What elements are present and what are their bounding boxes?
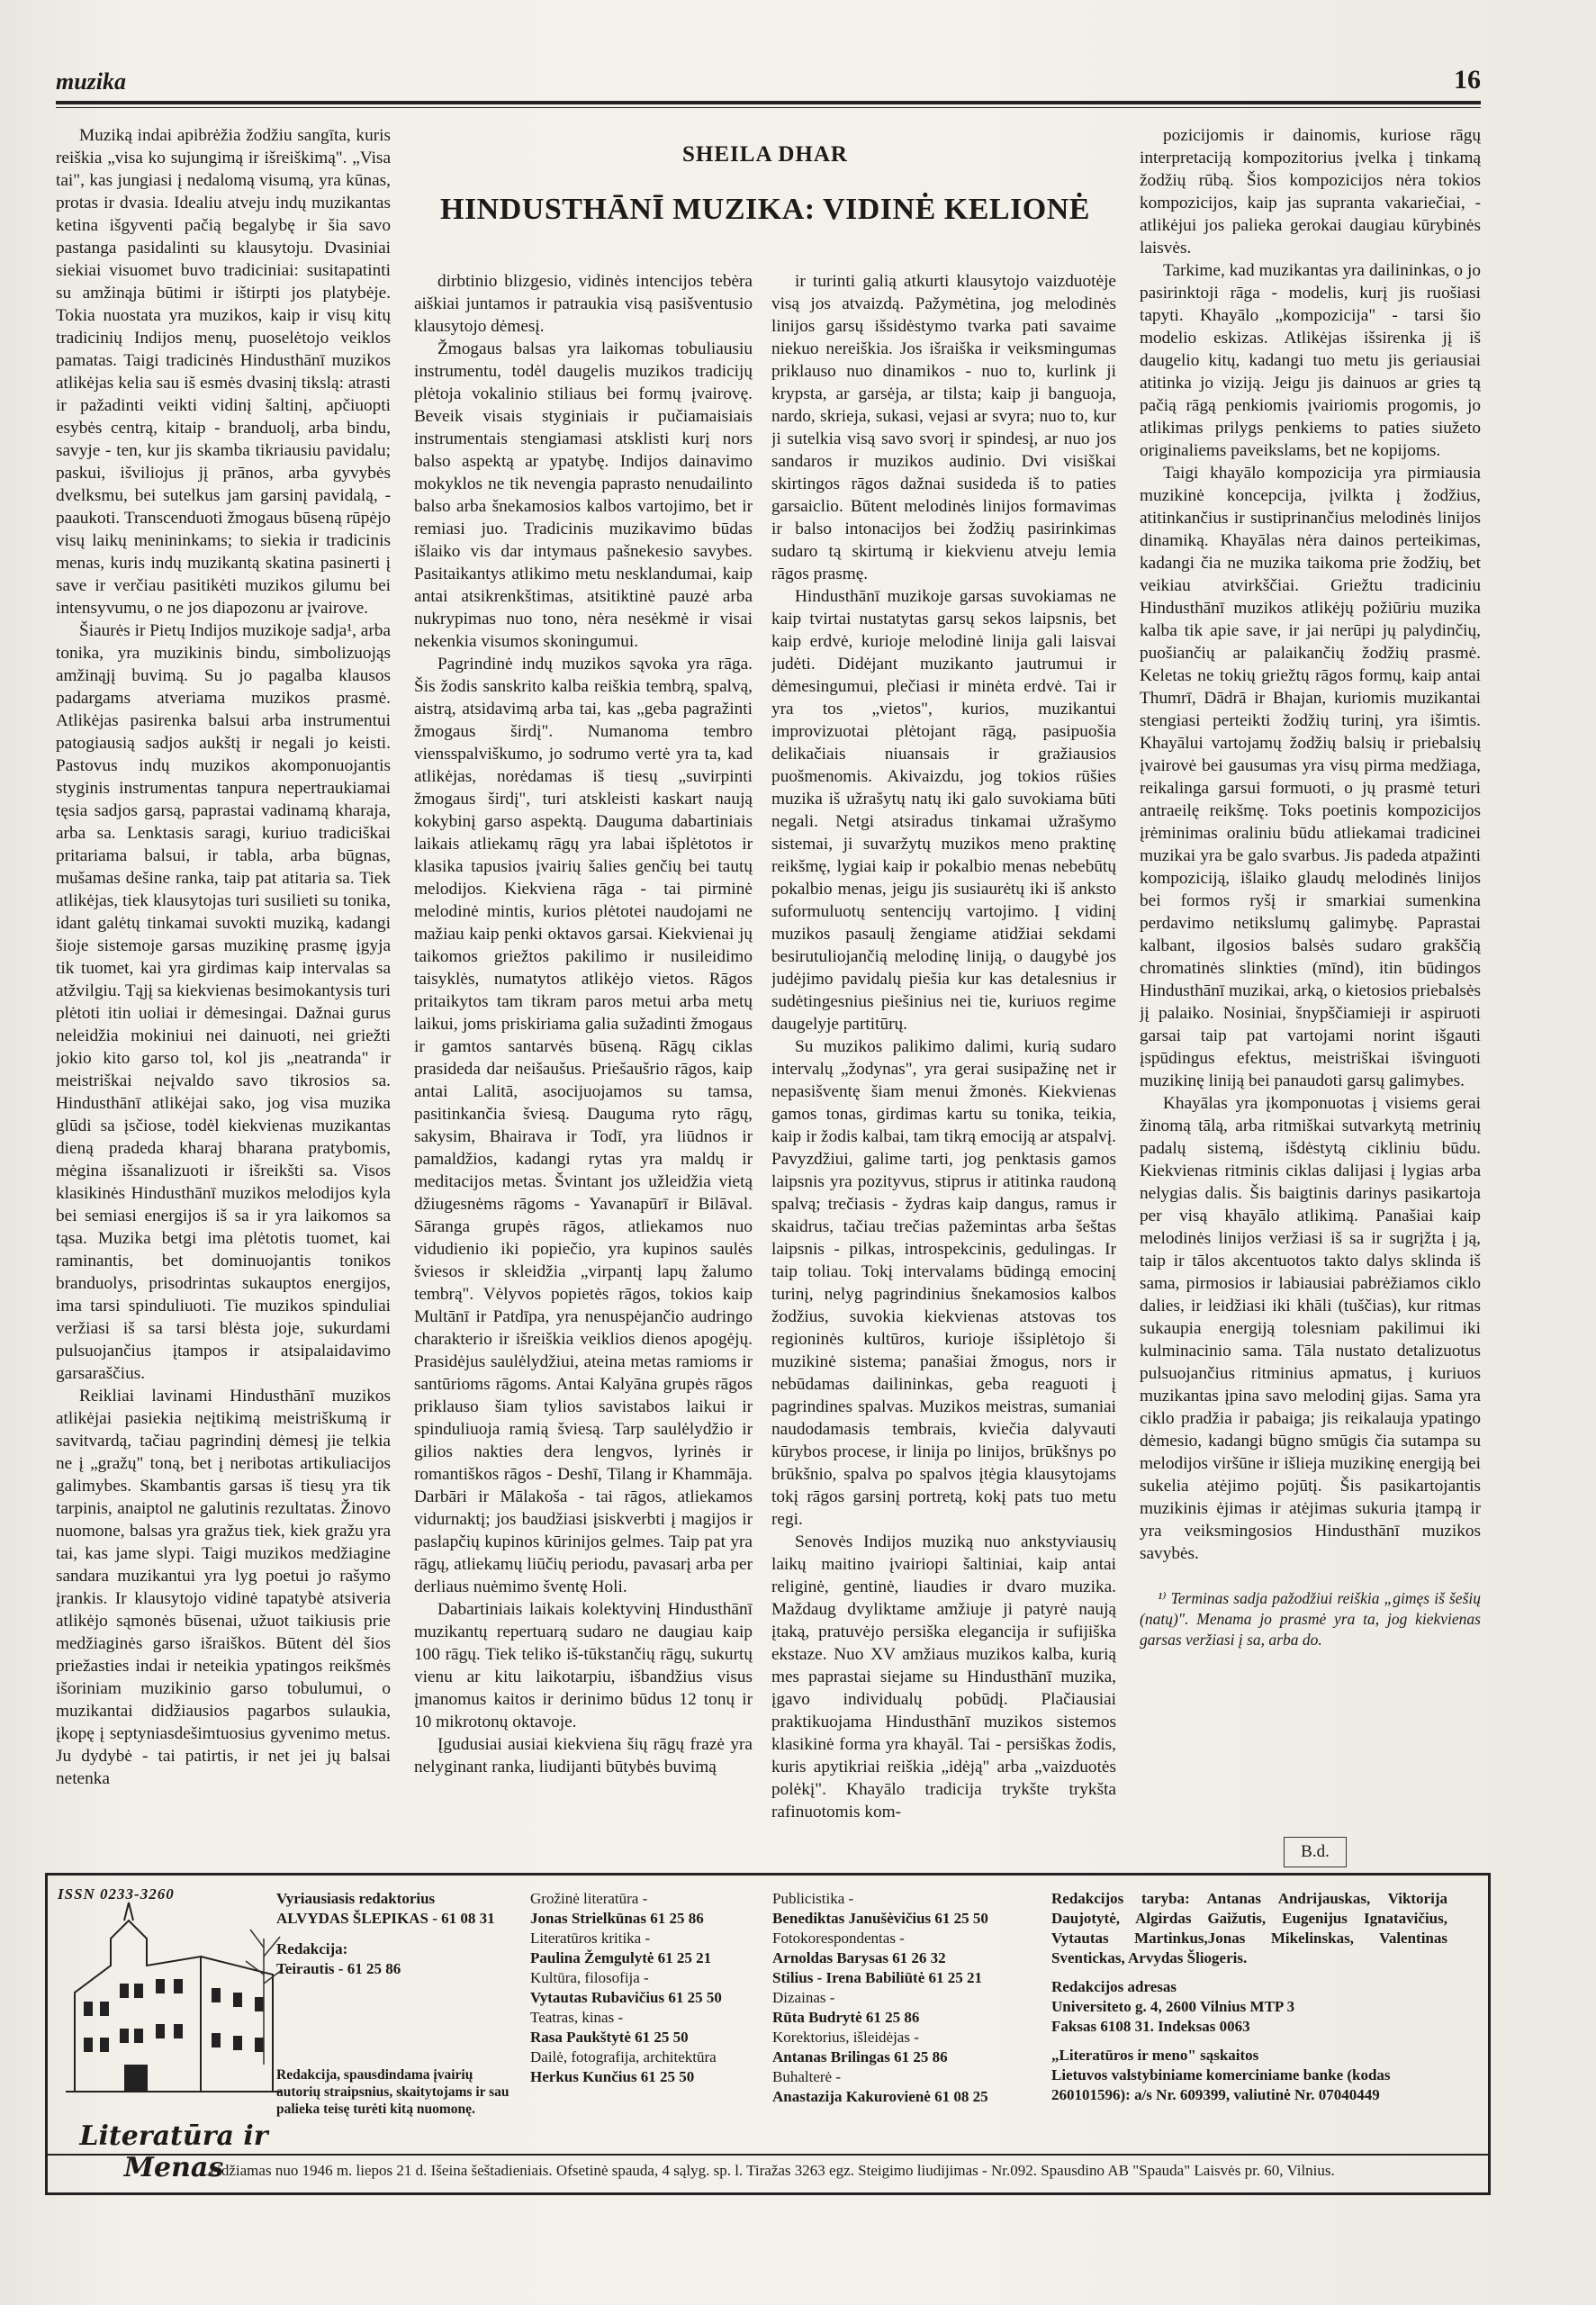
staff-dept: Korektorius, išleidėjas - <box>772 2029 919 2046</box>
editor-block <box>276 1889 495 1979</box>
staff-person: Herkus Kunčius 61 25 50 <box>530 2068 695 2085</box>
continued-badge: B.d. <box>1284 1837 1347 1867</box>
paragraph: Muziką indai apibrėžia žodžiu sangīta, kuris reiškia „visa ko sujungimą ir išreiškimą". „Visa tai", kas jungiasi į nedalomą visumą, yra kūnas, protas ir dvasia. Idealiu atveju indų muzikantas ketina išgyventi pačią begalybę ir šia savo pastanga pasidalinti su klausytoju. Dvasiniai siekiai visuomet buvo tradiciniai: susitapatinti su amžinąja būtimi ir ištirpti jos platybėje. Tokia nuostata yra muzikos, kaip ir visų kitų tradicinių Indijos menų, puoselėtojo veiklos pamatas. Taigi tradicinės Hindusthānī muzikos atlikėjas kelia sau iš esmės dvasinį tikslą: atrasti ir pažadinti veikti vidinį šaltinį, apčiuopti esybės centrą, kitaip - branduolį, arba bindu, savyje - ten, kur jis skamba tikriausiu pavidalu; paskui, išviliojus jį prānos, arba gyvybės dvelksmu, bei sutelkus jam garsinį pavidalą, - paaukoti. Transcenduoti žmogaus būseną rūpėjo visų laikų menininkams; to siekia ir tradicinis menas, kuris indų muzikantą skatina pasinerti į save ir verčiau pasitikėti muzikos gilumu bei intensyvumu, o ne jos diapozonu ar įvairove. <box>56 126 391 618</box>
logo: Literatūra ir Menas <box>79 2120 268 2183</box>
staff-person: Jonas Strielkūnas 61 25 86 <box>530 1910 704 1927</box>
staff-person: Antanas Brilingas 61 25 86 <box>772 2048 948 2065</box>
staff-dept: Teatras, kinas - <box>530 2009 624 2026</box>
address-label: Redakcijos adresas <box>1051 1978 1177 1995</box>
staff-person: Rasa Paukštytė 61 25 50 <box>530 2029 689 2046</box>
staff-person: Rūta Budrytė 61 25 86 <box>772 2009 920 2026</box>
issn: ISSN 0233-3260 <box>58 1885 175 1903</box>
staff-person: Arnoldas Barysas 61 26 32 <box>772 1949 946 1966</box>
section-name: muzika <box>56 68 127 95</box>
paragraph: Senovės Indijos muziką nuo ankstyviausių laikų maitino įvairiopi šaltiniai, kaip antai religinė, gentinė, liaudies ir dvaro muzika. Maždaug dvyliktame amžiuje ji patyrė naują įtaką, pratuvėjo persiška elegancija ir sufijiška ekstaze. Nuo XV amžiaus muzikos kalba, kurią mes paprastai siejame su Hindusthānī muzika, įgavo individualų pobūdį. Plačiausiai praktikuojama Hindusthānī muzikos sistemos klasikinė forma yra khayāl. Tai - persiškas žodis, kuris apytikriai reiškia „idėją" arba „vaizduotės polėkį". Khayālo tradicija trykšte trykšta rafinuotomis kom- <box>771 1532 1116 1821</box>
staff-person: Stilius - Irena Babiliūtė 61 25 21 <box>772 1969 982 1986</box>
article-title: HINDUSTHĀNĪ MUZIKA: VIDINĖ KELIONĖ <box>440 193 1090 226</box>
header-rule-thin <box>56 107 1481 108</box>
editorial-disclaimer: Redakcija, spausdindama įvairių autorių straipsnius, skaitytojams ir sau palieka teisę turėti kitą nuomonę. <box>276 2067 509 2117</box>
paragraph: dirbtinio blizgesio, vidinės intencijos tebėra aiškiai juntamos ir patraukia visą pasišventusio klausytojo dėmesį. <box>414 272 753 336</box>
text-column-1 <box>56 124 391 1839</box>
paragraph: pozicijomis ir dainomis, kuriose rāgų interpretaciją kompozitorius įvelka į tinkamą žodžių rūbą. Šios kompozicijos nėra tokios kompozicijos, kaip jas supranta vakariečiai, - atlikėjui jos palieka gerokai daugiau kūrybinės laisvės. <box>1140 126 1481 258</box>
page-header <box>56 65 1481 101</box>
paragraph: Pagrindinė indų muzikos sąvoka yra rāga. Šis žodis sanskrito kalba reiškia tembrą, spalvą, aistrą, atsidavimą arba tai, kas „geba pagražinti žmogaus širdį". Numanoma tembro viensspalviškumo, jo sodrumo vertė yra ta, kad atlikėjas, norėdamas iš tiesų „suvirpinti žmogaus širdį", turi atskleisti kaskart naują kokybinį garso aspektą. Dauguma dabartiniais laikais atliekamų rāgų yra labai išplėtotos ir klasika tapusios įvairių šalies genčių bei tautų melodijos. Kiekviena rāga - tai pirminė melodinė mintis, kurios plėtotei naudojami ne mažiau kaip penki oktavos garsai. Kiekvienai jų taikomos griežtos pakilimo ir nusileidimo taisyklės, numatytos atlikėjo vietos. Rāgos pritaikytos tam tikram paros metui arba metų laikui, joms priskiriama galia sužadinti žmogaus ir gamtos santarvės būseną. Rāgų ciklas prasideda dar neišaušus. Priešaušrio rāgos, kaip antai Lalitā, asocijuojamos su tamsa, pasitinkančia šviesą. Dauguma ryto rāgų, sakysim, Bhairava ir Todī, yra liūdnos ir pamaldžios, kadangi rytas yra maldų ir meditacijos metas. Švintant jos užleidžia vietą džiugesnėms rāgoms - Yavanapūrī ir Bilāval. Sāranga grupės rāgos, atliekamos nuo vidudienio iki popiečio, yra kupinos saulės šviesos ir skleidžia „virpantį lapų žalumo tembrą". Vėlyvos popietės rāgos, tokios kaip Multānī ir Patdīpa, yra nenuspėjančio audringo charakterio ir išreiškia veiklios dienos apogėjų. Prasidėjus saulėlydžiui, ateina metas ramioms ir santūrioms rāgoms. Antai Kalyāna grupės rāgos priklauso šiam tylios savistabos laikui ir spinduliuoja ramią šviesą. Tarp saulėlydžio ir gilios nakties dera lengvos, lyrinės ir romantiškos rāgos - Deshī, Tilang ir Khammāja. Darbāri ir Mālakoša - tai rāgos, atliekamos vidurnaktį; jos baudžiasi įsiskverbti į magijos ir paslapčių kupinos kūrinijos gelmes. Taip pat yra rāgų, atliekamų liūčių periodu, pavasarį arba per derliaus nuėmimo šventę Holi. <box>414 655 753 1596</box>
board-and-address <box>1051 1889 1447 2105</box>
fax-index: Faksas 6108 31. Indeksas 0063 <box>1051 2018 1250 2035</box>
staff-person: Vytautas Rubavičius 61 25 50 <box>530 1989 722 2006</box>
staff-person: Paulina Žemgulytė 61 25 21 <box>530 1949 712 1966</box>
paragraph: Su muzikos palikimo dalimi, kurią sudaro intervalų „žodynas", yra gerai susipažinę net ir nepasišventę šiam menui žmonės. Kiekvienas gamos tonas, girdimas kartu su tonika, teikia, kaip ir žodis kalbai, tam tikrą emociją ar atspalvį. Pavyzdžiui, galime tarti, jog penktasis gamos laipsnis yra pozityvus, stiprus ir atitinka raudoną spalvą; trečiasis - žydras kaip dangus, ramus ir skaidrus, tačiau trečias pažemintas arba šeštas laipsnis - pilkas, introspekcinis, gedulingas. Ir taip toliau. Tokį intervalams būdingą emocinį turinį, nelyg pagrindinius šnekamosios kalbos žodžius, suvokia kiekvienas atstovas tos regioninės kultūros, kurioje išsiplėtojo ši muzikinė sistema; panašiai žmogus, nors ir nebūdamas dailininkas, geba reaguoti į pagrindines spalvas. Muzikos meistras, sumaniai naudodamasis tembrais, kviečia dalyvauti kūrybos procese, ir linija po linijos, brūkšnys po brūkšnio, spalva po spalvos įtėgia klausytojams tokį rāgos garsinį portretą, kokį pats tuo metu regi. <box>771 1037 1116 1529</box>
paragraph: Reikliai lavinami Hindusthānī muzikos atlikėjai pasiekia neįtikimą meistriškumą ir savitvardą, tačiau pagrindinį dėmesį jie telkia ne į „gražų" toną, bet į neribotas artikuliacijos galimybes. Skambantis garsas iš tiesų yra tik tarpinis, anaiptol ne galutinis rezultatas. Žinovo nuomone, balsas yra gražus tiek, kiek gražu yra tai, kas jame slypi. Taigi muzikos medžiagine sandara muzikantui yra lyg poetui jo rašymo įrankis. Ir klausytojo vidinė tapatybė atsiveria atlikėjo sąmonės būsenai, užuot taikiusis prie medžiaginės garso išraiškos. Būtent dėl šios priežasties indai ir neteikia ypatingos reikšmės išoriniam muzikinio garso tobulumui, o muzikantai didžiausios pagarbos sulaukia, įkopę į septyniasdešimtuosius gyvenimo metus. Ju dydybė - tai patirtis, ir net jei jų balsai netenka <box>56 1387 391 1788</box>
header-rule <box>56 101 1481 104</box>
article-byline: SHEILA DHAR <box>682 142 848 167</box>
staff-dept: Buhalterė - <box>772 2068 841 2085</box>
staff-person: Anastazija Kakurovienė 61 08 25 <box>772 2088 988 2105</box>
staff-dept: Literatūros kritika - <box>530 1930 651 1947</box>
text-column-2 <box>414 270 753 1841</box>
staff-column-2 <box>772 1889 988 2107</box>
staff-dept: Kultūra, filosofija - <box>530 1969 649 1986</box>
bank-account: Lietuvos valstybiniame komerciniame banke (kodas 260101596): a/s Nr. 609399, valiutinė Nr. 07040449 <box>1051 2066 1391 2103</box>
footnote: ¹⁾ Terminas sadja pažodžiui reiškia „gimęs iš šešių (natų)". Menama jo prasmė yra ta, jog kiekvienas garsas veržiasi į sa, arba do. <box>1140 1589 1481 1649</box>
editorial-phone: Teirautis - 61 25 86 <box>276 1960 401 1977</box>
editorial-label: Redakcija: <box>276 1940 348 1957</box>
staff-dept: Publicistika - <box>772 1890 854 1907</box>
imprint-line: Leidžiamas nuo 1946 m. liepos 21 d. Išeina šeštadieniais. Ofsetinė spauda, 4 sąlyg. sp. l. Tiražas 3263 egz. Steigimo liudijimas - Nr.092. Spausdino AB "Spauda" Laisvės pr. 60, Vilnius. <box>45 2154 1491 2186</box>
building-illustration <box>57 1885 291 2119</box>
staff-dept: Grožinė literatūra - <box>530 1890 648 1907</box>
paragraph: Khayālas yra įkomponuotas į visiems gerai žinomą tālą, arba ritmiškai sutvarkytą metrinių padalų sistemą, išdėstytą cikliniu būdu. Kiekvienas ritminis ciklas dalijasi į lygias arba nelygias dalis. Šis baigtinis darinys pasikartoja per visą khayālo atlikimą. Panašiai kaip melodinės linijos veržiasi iš sa ir sugrįžta į ją, taip ir tālos akcentuotos takto dalys sklinda iš sama, pirmosios ir labiausiai pabrėžiamos ciklo dalies, ir leidžiasi iki khāli (tuščias), kur ritmas sukaupia energiją tolesniam pakilimui iki kulminacinio sama. Tāla nustato detalizuotus pulsuojančius ritminius apmatus, į kuriuos muzikantas įpina savo melodinį gijas. Sama yra ciklo pradžia ir pabaiga; jis reikalauja ypatingo dėmesio, kadangi būgno smūgis čia sutampa su melodijos viršūne ir išlieja muzikinę energiją bei sukelia atėjimo pojūtį. Šis pasikartojantis muzikinis ėjimas ir atėjimas sukuria įtampą ir yra veiksmingosios Hindusthānī muzikos savybės. <box>1140 1094 1481 1563</box>
staff-person: Benediktas Janušėvičius 61 25 50 <box>772 1910 988 1927</box>
editorial-board: Redakcijos taryba: Antanas Andrijauskas, Viktorija Daujotytė, Algirdas Gaižutis, Eugenijus Ignatavičius, Vytautas Martinkus,Jonas Mikelinskas, Valentinas Sventickas, Arvydas Šliogeris. <box>1051 1890 1447 1966</box>
staff-column-1 <box>530 1889 722 2087</box>
account-label: „Literatūros ir meno" sąskaitos <box>1051 2047 1259 2064</box>
text-column-3 <box>771 270 1116 1841</box>
page-number: 16 <box>1454 65 1481 95</box>
address: Universiteto g. 4, 2600 Vilnius MTP 3 <box>1051 1998 1295 2015</box>
paragraph: Šiaurės ir Pietų Indijos muzikoje sadja¹, arba tonika, yra muzikinis bindu, simbolizuojąs amžinąjį buvimą. Su jo pagalba klausos padargams atveriama muzikos prasmė. Atlikėjas pasirenka balsui arba instrumentui patogiausią sadjos aukštį ir negali jo keisti. Pastovus indų muzikos akomponuojantis styginis instrumentas tanpura nepertraukiamai tęsia sadjos garsą, paprastai vadinamą kharaja, arba sa. Lenktasis saragi, kuriuo tradiciškai pritariama balsui, ir tabla, arba būgnas, mušamas dešine ranka, taip pat atitaria sa. Tiek atlikėjas, tiek klausytojas turi susilieti su tonika, idant galėtų tinkamai suvokti muziką, kadangi šioje sistemoje garsas muzikinę prasmę įgyja tik tuomet, kai yra girdimas kaip intervalas sa atžvilgiu. Tąjį sa kiekvienas besimokantysis turi plėtoti itin uoliai ir dėmesingai. Dažnai gurus neleidžia mokiniui nei dainuoti, nei griežti jokio kito garso tol, kol jis „neatranda" ir meistriškai neįvaldo savo tikrosios sa. Hindusthānī atlikėjai sako, jog visa muzika glūdi sa įsčiose, todėl kiekvienas muzikantas dieną pradeda kharaj bharana pratybomis, mėgina išsanalizuoti ir išreikšti sa. Visos klasikinės Hindusthānī muzikos melodijos kyla bei semiasi energijos iš sa ir yra laikomos sa tąsa. Muzika betgi ima plėtotis tuomet, kai raminantis, bet dominuojantis tonikos branduolys, prisodrintas sukauptos energijos, ima tarsi spinduliuoti. Tie muzikos spinduliai veržiasi iš sa tarsi blėsta joje, sukurdami pulsuojančius įtampos ir atsipalaidavimo garsaraščius. <box>56 621 391 1383</box>
paragraph: Dabartiniais laikais kolektyvinį Hindusthānī muzikantų repertuarą sudaro ne daugiau kaip 100 rāgų. Tiek teliko iš-tūkstančių rāgų, sukurtų vienu ar kitu laikotarpiu, išbandžius visus įmanomus kaitos ir derinimo būdus 12 tonų ir 10 mikrotonų oktavoje. <box>414 1600 753 1731</box>
text-column-4 <box>1140 124 1481 1826</box>
staff-dept: Dailė, fotografija, architektūra <box>530 2048 717 2065</box>
paragraph: Hindusthānī muzikoje garsas suvokiamas ne kaip tvirtai nustatytas garsų sekos laipsnis, bet kaip erdvė, kurioje melodinė linija gali laisvai judėti. Didėjant muzikanto jautrumui ir dėmesingumui, plečiasi ir minėta erdvė. Tai ir yra tos „vietos", kurios, muzikantui improvizuotai plėtojant rāgą, pasipuošia delikačiais niuansais ir gražiausios puošmenomis. Akivaizdu, jog tokios rūšies muzika iš užrašytų natų iki galo suvokiama būti negali. Netgi atsiradus tinkamai užrašymo sistemai, ji suvaržytų muzikos meno praktinę reikšmę, lygiai kaip ir pokalbio menas nebebūtų pokalbio menas, jeigu jis susiaurėtų iki iš anksto suformuluotų sentencijų vartojimo. Į vidinį muzikos pasaulį žengiame atidžiai sekdami besirutuliojančią melodinę liniją, o daugybė jos judėjimo pavidalų piešia kur kas detalesnius ir sudėtingesnius piešinius nei tie, kuriuos regime daugelyje partitūrų. <box>771 587 1116 1034</box>
paragraph: ir turinti galią atkurti klausytojo vaizduotėje visą jos atvaizdą. Pažymėtina, jog melodinės linijos garsų išsidėstymo tvarka pati savaime niekuo nereiškia. Jos išraiška ir veiksmingumas priklauso nuo dinamikos - nuo to, kurlink ji krypsta, ar garsėja, ar tilsta; kaip ji banguoja, nardo, skrieja, sukasi, vejasi ar svyra; nuo to, kur ji sutelkia visą savo svorį ir spindesį, ar nuo jos sandaros ir muzikos audinio. Dvi visiškai skirtingos rāgos dažnai susideda iš to paties garsaiclio. Būtent melodinės linijos formavimas ir balso intonacijos bei žodžių pasirinkimas sudaro tą skirtumą ir kiekvienu atveju lemia rāgos prasmę. <box>771 272 1116 583</box>
paragraph: Įgudusiai ausiai kiekviena šių rāgų frazė yra nelyginant ranka, liudijanti būtybės buvimą <box>414 1735 753 1776</box>
staff-dept: Fotokorespondentas - <box>772 1930 905 1947</box>
paragraph: Taigi khayālo kompozicija yra pirmiausia muzikinė koncepcija, įvilkta į žodžius, atitinkančius ir sustiprinančius melodinės linijos dinamiką. Khayālas nėra dainos perteikimas, kadangi čia ne muzika taikoma prie žodžių, bet veikiau atvirkščiai. Griežtu tradiciniu Hindusthānī muzikos atlikėjų požiūriu muzika kalba tik apie save, ir jai nerūpi jų palydinčių, puošiančių ar palaikančių žodžių prasmė. Keletas ne tokių griežtų rāgos formų, kaip antai Thumrī, Dādrā ir Bhajan, kuriomis muzikantai stengiasi perteikti žodžių turinį, yra išimtis. Khayālui vartojamų žodžių balsių ir priebalsių įvairovė bei gausumas yra visų pirma medžiaga, reikalinga garsui formuoti, o jų prasmė teturi antraeilę reikšmę. Toks poetinis kompozicijos įrėminimas oraliniu būdu atliekamai tradicinei muzikai yra be galo svarbus. Jis padeda atpažinti kompoziciją, išlaiko glaudų melodinės linijos bei formos ryšį ir smarkiai sumenkina perdavimo netikslumų galimybę. Paprastai kalbant, ilgosios balsės sudaro grakščią chromatinės slinkties (mīnd), itin būdingos Hindusthānī muzikai, arką, o kietosios priebalsės jį palaiko. Nosiniai, šnypščiamieji ir aspiruoti garsai taip pat vartojami norint išgauti įspūdingus efektus, meistriškai išvinguoti muzikinę liniją bei panaudoti garsų galimybes. <box>1140 464 1481 1090</box>
staff-dept: Dizainas - <box>772 1989 835 2006</box>
chief-label: Vyriausiasis redaktorius <box>276 1890 436 1907</box>
paragraph: Žmogaus balsas yra laikomas tobuliausiu instrumentu, todėl daugelis muzikos tradicijų plėtoja vokalinio stiliaus bei formų įvairovę. Beveik visais styginiais ir pučiamaisiais instrumentais stengiamasi atsklisti kurį nors balso aspektą ar ypatybę. Indijos dainavimo mokyklos ne tik nevengia paprasto nenudailinto balso arba šnekamosios kalbos vartojimo, bet ir remiasi juo. Tradicinis muzikavimo būdas išlaiko vis dar intymaus pašnekesio savybes. Pasitaikantys atlikimo metu nesklandumai, kaip antai atsikrenkštimas, atsitiktinė pauzė arba nukrypimas nuo tono, nėra nesėkmė ir visai nekenkia visumos skoningumui. <box>414 339 753 651</box>
paragraph: Tarkime, kad muzikantas yra dailininkas, o jo pasirinktoji rāga - modelis, kurį jis ruošiasi tapyti. Khayālo „kompozicija" - tarsi šio modelio eskizas. Atlikėjas išsirenka jį iš daugelio kitų, kadangi tuo metu jis geriausiai atitinka jo viziją. Jeigu jis dainuos ar gries tą pačią rāgą penkiomis įvairiomis progomis, jo atlikimas prilygs penkiems to paties siužeto originaliems paveikslams, bet ne kopijoms. <box>1140 261 1481 460</box>
chief-name: ALVYDAS ŠLEPIKAS - 61 08 31 <box>276 1910 495 1927</box>
